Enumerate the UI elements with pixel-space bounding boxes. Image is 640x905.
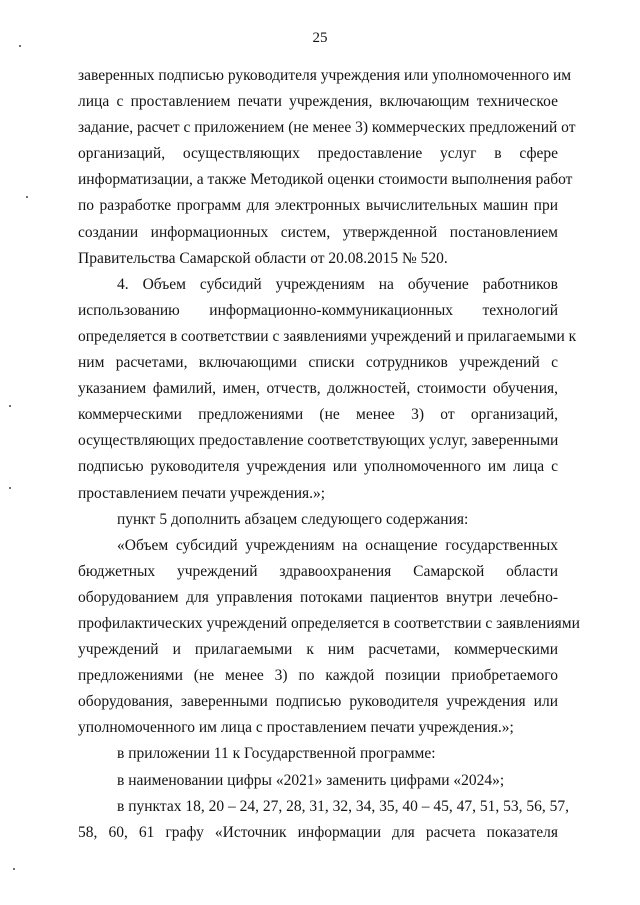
text-line: предложениями (не менее 3) по каждой позиции приобретаемого [78, 667, 558, 685]
text-line: организаций, осуществляющих предоставление услуг в сфере [78, 145, 558, 163]
text-line: «Объем субсидий учреждениям на оснащение государственных [117, 536, 558, 554]
text-line: определяется в соответствии с заявлениями учреждений и прилагаемыми к [78, 327, 577, 345]
scan-speck [19, 45, 21, 47]
text-line: коммерческими предложениями (не менее 3) от организаций, [78, 406, 558, 424]
text-line: проставлением печати учреждения.»; [78, 484, 326, 502]
text-line: подписью руководителя учреждения или уполномоченного им лица с [78, 458, 558, 476]
text-line: осуществляющих предоставление соответствующих услуг, заверенными [78, 432, 559, 450]
text-line: учреждений и прилагаемыми к ним расчетами, коммерческими [78, 641, 558, 659]
text-line: информатизации, а также Методикой оценки стоимости выполнения работ [78, 171, 573, 189]
text-line: задание, расчет с приложением (не менее 3) коммерческих предложений от [78, 119, 576, 137]
text-line: в приложении 11 к Государственной программе: [117, 745, 436, 763]
text-line: ним расчетами, включающими списки сотрудников учреждений с [78, 354, 558, 372]
text-line: оборудованием для управления потоками пациентов внутри лечебно- [78, 588, 558, 606]
text-line: 58, 60, 61 графу «Источник информации для расчета показателя [78, 823, 558, 841]
text-line: бюджетных учреждений здравоохранения Самарской области [78, 562, 558, 580]
document-body [78, 63, 580, 846]
text-line: заверенных подписью руководителя учреждения или уполномоченного им [78, 67, 572, 84]
text-line: по разработке программ для электронных вычислительных машин при [78, 197, 558, 215]
text-line: лица с проставлением печати учреждения, включающим техническое [78, 93, 558, 111]
scan-speck [9, 487, 11, 489]
scan-speck [9, 405, 11, 407]
text-line: уполномоченного им лица с проставлением печати учреждения.»; [78, 719, 514, 737]
text-line: создании информационных систем, утвержденной постановлением [78, 223, 558, 241]
scan-speck [26, 196, 28, 198]
page-number: 25 [312, 30, 328, 46]
text-line: пункт 5 дополнить абзацем следующего содержания: [117, 510, 469, 528]
text-line: использованию информационно-коммуникационных технологий [78, 301, 558, 319]
text-line: оборудования, заверенными подписью руководителя учреждения или [78, 693, 558, 711]
text-line: указанием фамилий, имен, отчеств, должностей, стоимости обучения, [78, 380, 558, 398]
text-line: профилактических учреждений определяется в соответствии с заявлениями [78, 614, 580, 632]
text-line: Правительства Самарской области от 20.08.2015 № 520. [78, 249, 448, 267]
text-line: 4. Объем субсидий учреждениям на обучение работников [117, 275, 558, 293]
text-line: в наименовании цифры «2021» заменить цифрами «2024»; [117, 771, 505, 789]
scan-speck [13, 868, 15, 870]
text-line: в пунктах 18, 20 – 24, 27, 28, 31, 32, 34, 35, 40 – 45, 47, 51, 53, 56, 57, [117, 797, 569, 815]
